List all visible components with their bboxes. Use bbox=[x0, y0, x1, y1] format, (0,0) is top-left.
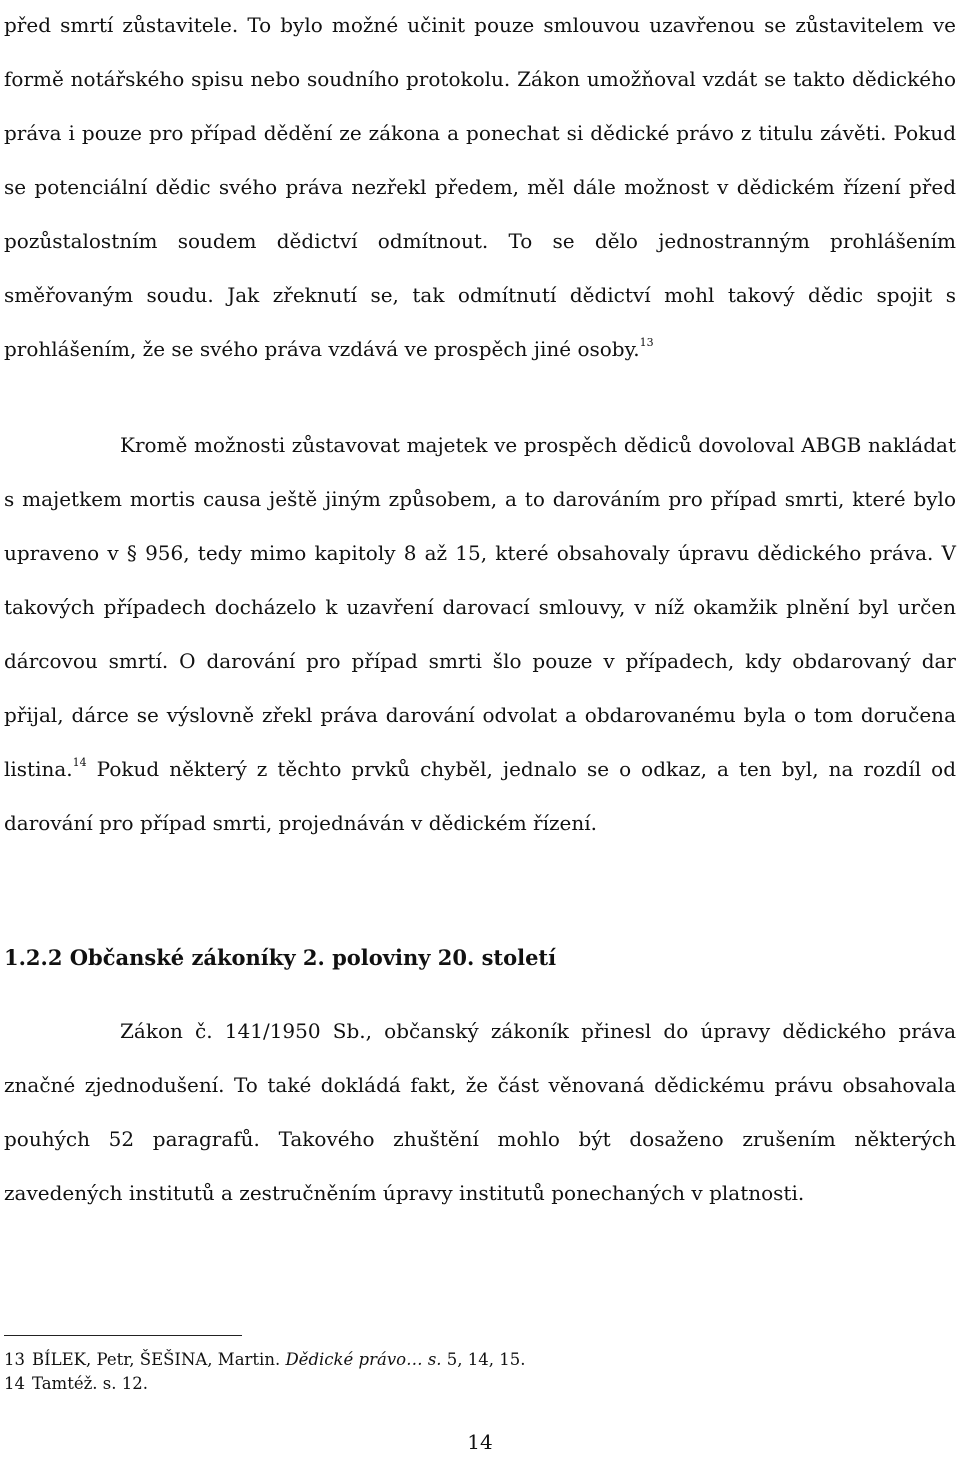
paragraph-3 bbox=[4, 1004, 956, 1220]
section-heading: 1.2.2 Občanské zákoníky 2. poloviny 20. století bbox=[4, 945, 557, 970]
paragraph-1 bbox=[4, 0, 956, 376]
page-number: 14 bbox=[467, 1430, 493, 1454]
footnote-number: 14 bbox=[4, 1374, 25, 1393]
footnote-ref-13[interactable]: 13 bbox=[639, 336, 654, 349]
paragraph-2-text-continued: Pokud některý z těchto prvků chyběl, jednalo se o odkaz, a ten byl, na rozdíl od darování pro případ smrti, projednáván v dědickém řízení. bbox=[4, 757, 956, 835]
paragraph-2-text: Kromě možnosti zůstavovat majetek ve prospěch dědiců dovoloval ABGB nakládat s majetkem mortis causa ještě jiným způsobem, a to darováním pro případ smrti, které bylo upraveno v § 956, tedy mimo kapitoly 8 až 15, které obsahovaly úpravu dědického práva. V takových případech docházelo k uzavření darovací smlouvy, v níž okamžik plnění byl určen dárcovou smrtí. O darování pro případ smrti šlo pouze v případech, kdy obdarovaný dar přijal, dárce se výslovně zřekl práva darování odvolat a obdarovanému byla o tom doručena listina. bbox=[4, 433, 956, 781]
footnote-separator bbox=[4, 1335, 242, 1336]
paragraph-2 bbox=[4, 418, 956, 850]
paragraph-3-text: Zákon č. 141/1950 Sb., občanský zákoník přinesl do úpravy dědického práva značné zjednodušení. To také dokládá fakt, že část věnovaná dědickému právu obsahovala pouhých 52 paragrafů. Takového zhuštění mohlo být dosaženo zrušením některých zavedených institutů a zestručněním úpravy institutů ponechaných v platnosti. bbox=[4, 1019, 956, 1205]
footnote-ref-14[interactable]: 14 bbox=[72, 756, 87, 769]
footnote-13 bbox=[4, 1348, 704, 1372]
footnote-14 bbox=[4, 1372, 704, 1396]
footnote-text: BÍLEK, Petr, ŠEŠINA, Martin. bbox=[32, 1350, 286, 1369]
footnote-text: Tamtéž. s. 12. bbox=[32, 1374, 148, 1393]
paragraph-1-text: před smrtí zůstavitele. To bylo možné učinit pouze smlouvou uzavřenou se zůstavitelem ve formě notářského spisu nebo soudního protokolu. Zákon umožňoval vzdát se takto dědického práva i pouze pro případ dědění ze zákona a ponechat si dědické právo z titulu závěti. Pokud se potenciální dědic svého práva nezřekl předem, měl dále možnost v dědickém řízení před pozůstalostním soudem dědictví odmítnout. To se dělo jednostranným prohlášením směřovaným soudu. Jak zřeknutí se, tak odmítnutí dědictví mohl takový dědic spojit s prohlášením, že se svého práva vzdává ve prospěch jiné osoby. bbox=[4, 13, 956, 361]
footnotes bbox=[4, 1348, 704, 1396]
footnote-pages: 5, 14, 15. bbox=[441, 1350, 526, 1369]
footnote-number: 13 bbox=[4, 1350, 25, 1369]
footnote-title: Dědické právo… s. bbox=[285, 1350, 442, 1369]
